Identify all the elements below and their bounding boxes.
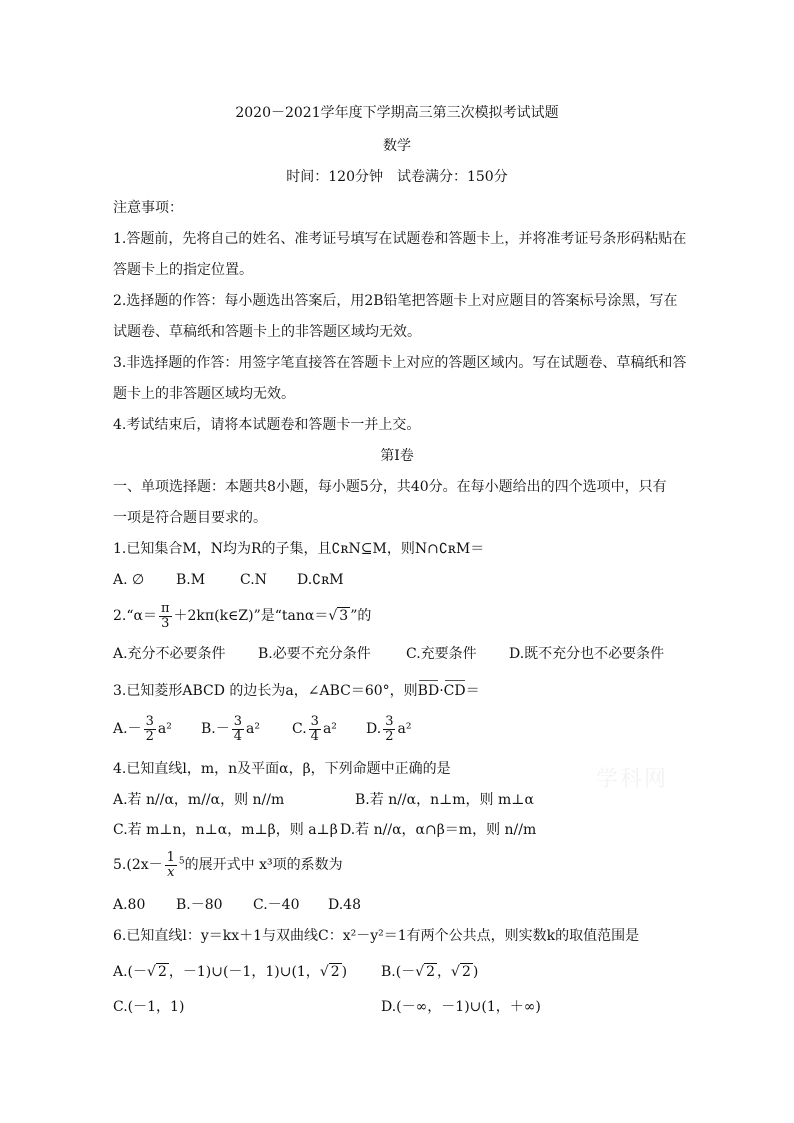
q2-option-b: B.必要不充分条件 <box>258 646 371 662</box>
q3-a-den: 2 <box>145 728 154 744</box>
q6-b-sqrt-1-radicand: 2 <box>426 964 436 980</box>
section1-line-b: 一项是符合题目要求的。 <box>113 510 267 526</box>
q4-option-c: C.若 m⊥n，n⊥α，m⊥β，则 a⊥β <box>113 822 338 838</box>
q3-stem <box>113 682 480 700</box>
time-info: 时间：120分钟 试卷满分：150分 <box>286 169 508 185</box>
q5-option-d: D.48 <box>328 897 361 913</box>
q2-sqrt-radicand: 3 <box>339 608 349 624</box>
q1-option-b: B.M <box>176 572 206 588</box>
q3-a-fraction <box>144 715 156 744</box>
q6-a-pre: A.(－ <box>113 964 148 980</box>
q3-d-fraction <box>383 715 395 744</box>
q2-frac-num: π <box>160 600 170 616</box>
q5-stem <box>113 848 343 882</box>
section1-line-a: 一、单项选择题：本题共8小题，每小题5分，共40分。在每小题给出的四个选项中，只有 <box>113 479 667 495</box>
q6-a-sqrt-1-radicand: 2 <box>157 964 167 980</box>
q6-option-b <box>381 963 478 981</box>
note-1-line-a: 1.答题前，先将自己的姓名、准考证号填写在试题卷和答题卡上，并将准考证号条形码粘贴在 <box>113 231 687 247</box>
q1-option-a: A. ∅ <box>113 572 145 588</box>
q2-stem-mid: ＋2kπ(k∈Z)”是“tanα＝ <box>173 608 329 624</box>
q5-fraction <box>165 851 177 880</box>
q3-b-den: 4 <box>233 728 243 744</box>
q6-a-sqrt-2-radicand: 2 <box>330 964 340 980</box>
q3-option-a <box>113 712 172 746</box>
q3-b-a2: a² <box>246 721 260 737</box>
q3-option-c <box>292 712 337 746</box>
q6-b-mid: ， <box>437 964 452 980</box>
q6-b-pre: B.(－ <box>381 964 416 980</box>
q2-sqrt: √ 3 <box>328 608 349 624</box>
note-3-line-b: 题卡上的非答题区域均无效。 <box>113 386 295 402</box>
q6-b-sqrt-2-radicand: 2 <box>461 964 471 980</box>
q3-vector-cd: CD <box>443 683 466 699</box>
q6-option-a <box>113 963 347 981</box>
q3-a-label: A.－ <box>113 721 142 737</box>
q1-option-c: C.N <box>240 572 267 588</box>
q3-b-label: B.－ <box>201 721 230 737</box>
q3-option-d <box>366 712 411 746</box>
q2-stem-post: ”的 <box>350 608 372 624</box>
q5-exponent: 5 <box>178 856 185 867</box>
q2-stem <box>113 600 371 632</box>
q4-option-d: D.若 n//α，α∩β＝m，则 n//m <box>340 822 537 838</box>
q3-c-a2: a² <box>322 721 337 737</box>
q2-option-d: D.既不充分也不必要条件 <box>509 646 665 662</box>
subject-title: 数学 <box>383 138 411 154</box>
q6-option-d: D.(－∞，－1)∪(1，＋∞) <box>381 999 541 1015</box>
note-3-line-a: 3.非选择题的作答：用签字笔直接答在答题卡上对应的答题区域内。写在试题卷、草稿纸和答 <box>113 355 687 371</box>
q3-c-fraction <box>309 715 321 744</box>
q6-b-post: ) <box>472 964 479 980</box>
q5-frac-den-var: x <box>167 864 175 880</box>
q3-d-num: 3 <box>385 713 394 729</box>
q4-option-b: B.若 n//α，n⊥m，则 m⊥α <box>355 792 534 808</box>
q3-d-label: D. <box>366 721 382 737</box>
q5-stem-pre: 5.(2x－ <box>113 857 163 873</box>
q6-a-post: ) <box>341 964 348 980</box>
q2-frac-den: 3 <box>161 615 170 631</box>
q1-stem: 1.已知集合M，N均为R的子集，且∁ʀN⊆M，则N∩∁ʀM＝ <box>113 541 485 557</box>
volume-title: 第Ⅰ卷 <box>380 448 414 464</box>
q5-frac-num: 1 <box>166 849 175 865</box>
q3-dot: · <box>439 683 444 699</box>
q3-d-den: 2 <box>385 728 394 744</box>
note-1-line-b: 答题卡上的指定位置。 <box>113 262 253 278</box>
q6-b-sqrt-1: √ 2 <box>415 964 436 980</box>
q3-d-a2: a² <box>397 721 412 737</box>
watermark: 学科网 <box>596 767 669 792</box>
q6-stem: 6.已知直线l：y＝kx＋1与双曲线C：x²－y²＝1有两个公共点，则实数k的取值范围是 <box>113 928 640 944</box>
q3-option-b <box>201 712 260 746</box>
q3-c-label: C. <box>292 721 307 737</box>
q3-b-num: 3 <box>233 713 243 729</box>
q2-option-c: C.充要条件 <box>406 646 477 662</box>
q6-option-c: C.(－1，1) <box>113 999 185 1015</box>
q6-a-sqrt-1: √ 2 <box>147 964 167 980</box>
q2-fraction <box>159 602 172 631</box>
q3-a-a2: a² <box>157 721 172 737</box>
q3-c-num: 3 <box>310 713 319 729</box>
notes-heading: 注意事项： <box>113 200 183 216</box>
q6-a-mid: ，－1)∪(－1，1)∪(1， <box>168 964 320 980</box>
q1-option-d: D.∁ʀM <box>297 572 344 588</box>
q5-option-c: C.－40 <box>253 897 300 913</box>
note-2-line-b: 试题卷、草稿纸和答题卡上的非答题区域均无效。 <box>113 324 421 340</box>
q6-a-sqrt-2: √ 2 <box>319 964 340 980</box>
q5-stem-post: 的展开式中 x³项的系数为 <box>184 857 343 873</box>
exam-title: 2020－2021学年度下学期高三第三次模拟考试试题 <box>235 105 559 121</box>
q5-option-a: A.80 <box>113 897 146 913</box>
q4-stem: 4.已知直线l，m，n及平面α，β，下列命题中正确的是 <box>113 761 451 777</box>
q3-stem-pre: 3.已知菱形ABCD 的边长为a，∠ABC＝60°，则 <box>113 683 418 699</box>
q3-vector-bd: BD <box>417 683 440 699</box>
note-2-line-a: 2.选择题的作答：每小题选出答案后，用2B铅笔把答题卡上对应题目的答案标号涂黑，写在 <box>113 293 678 309</box>
q5-frac-den <box>165 866 177 880</box>
q2-stem-pre: 2.“α＝ <box>113 608 157 624</box>
q5-option-b: B.－80 <box>176 897 223 913</box>
note-4: 4.考试结束后，请将本试题卷和答题卡一并上交。 <box>113 417 421 433</box>
q6-b-sqrt-2: √ 2 <box>451 964 471 980</box>
q3-b-fraction <box>232 715 244 744</box>
q4-option-a: A.若 n//α，m//α，则 n//m <box>113 792 285 808</box>
q3-c-den: 4 <box>310 728 319 744</box>
q2-option-a: A.充分不必要条件 <box>113 646 226 662</box>
q3-a-num: 3 <box>145 713 154 729</box>
q3-stem-post: ＝ <box>465 683 480 699</box>
